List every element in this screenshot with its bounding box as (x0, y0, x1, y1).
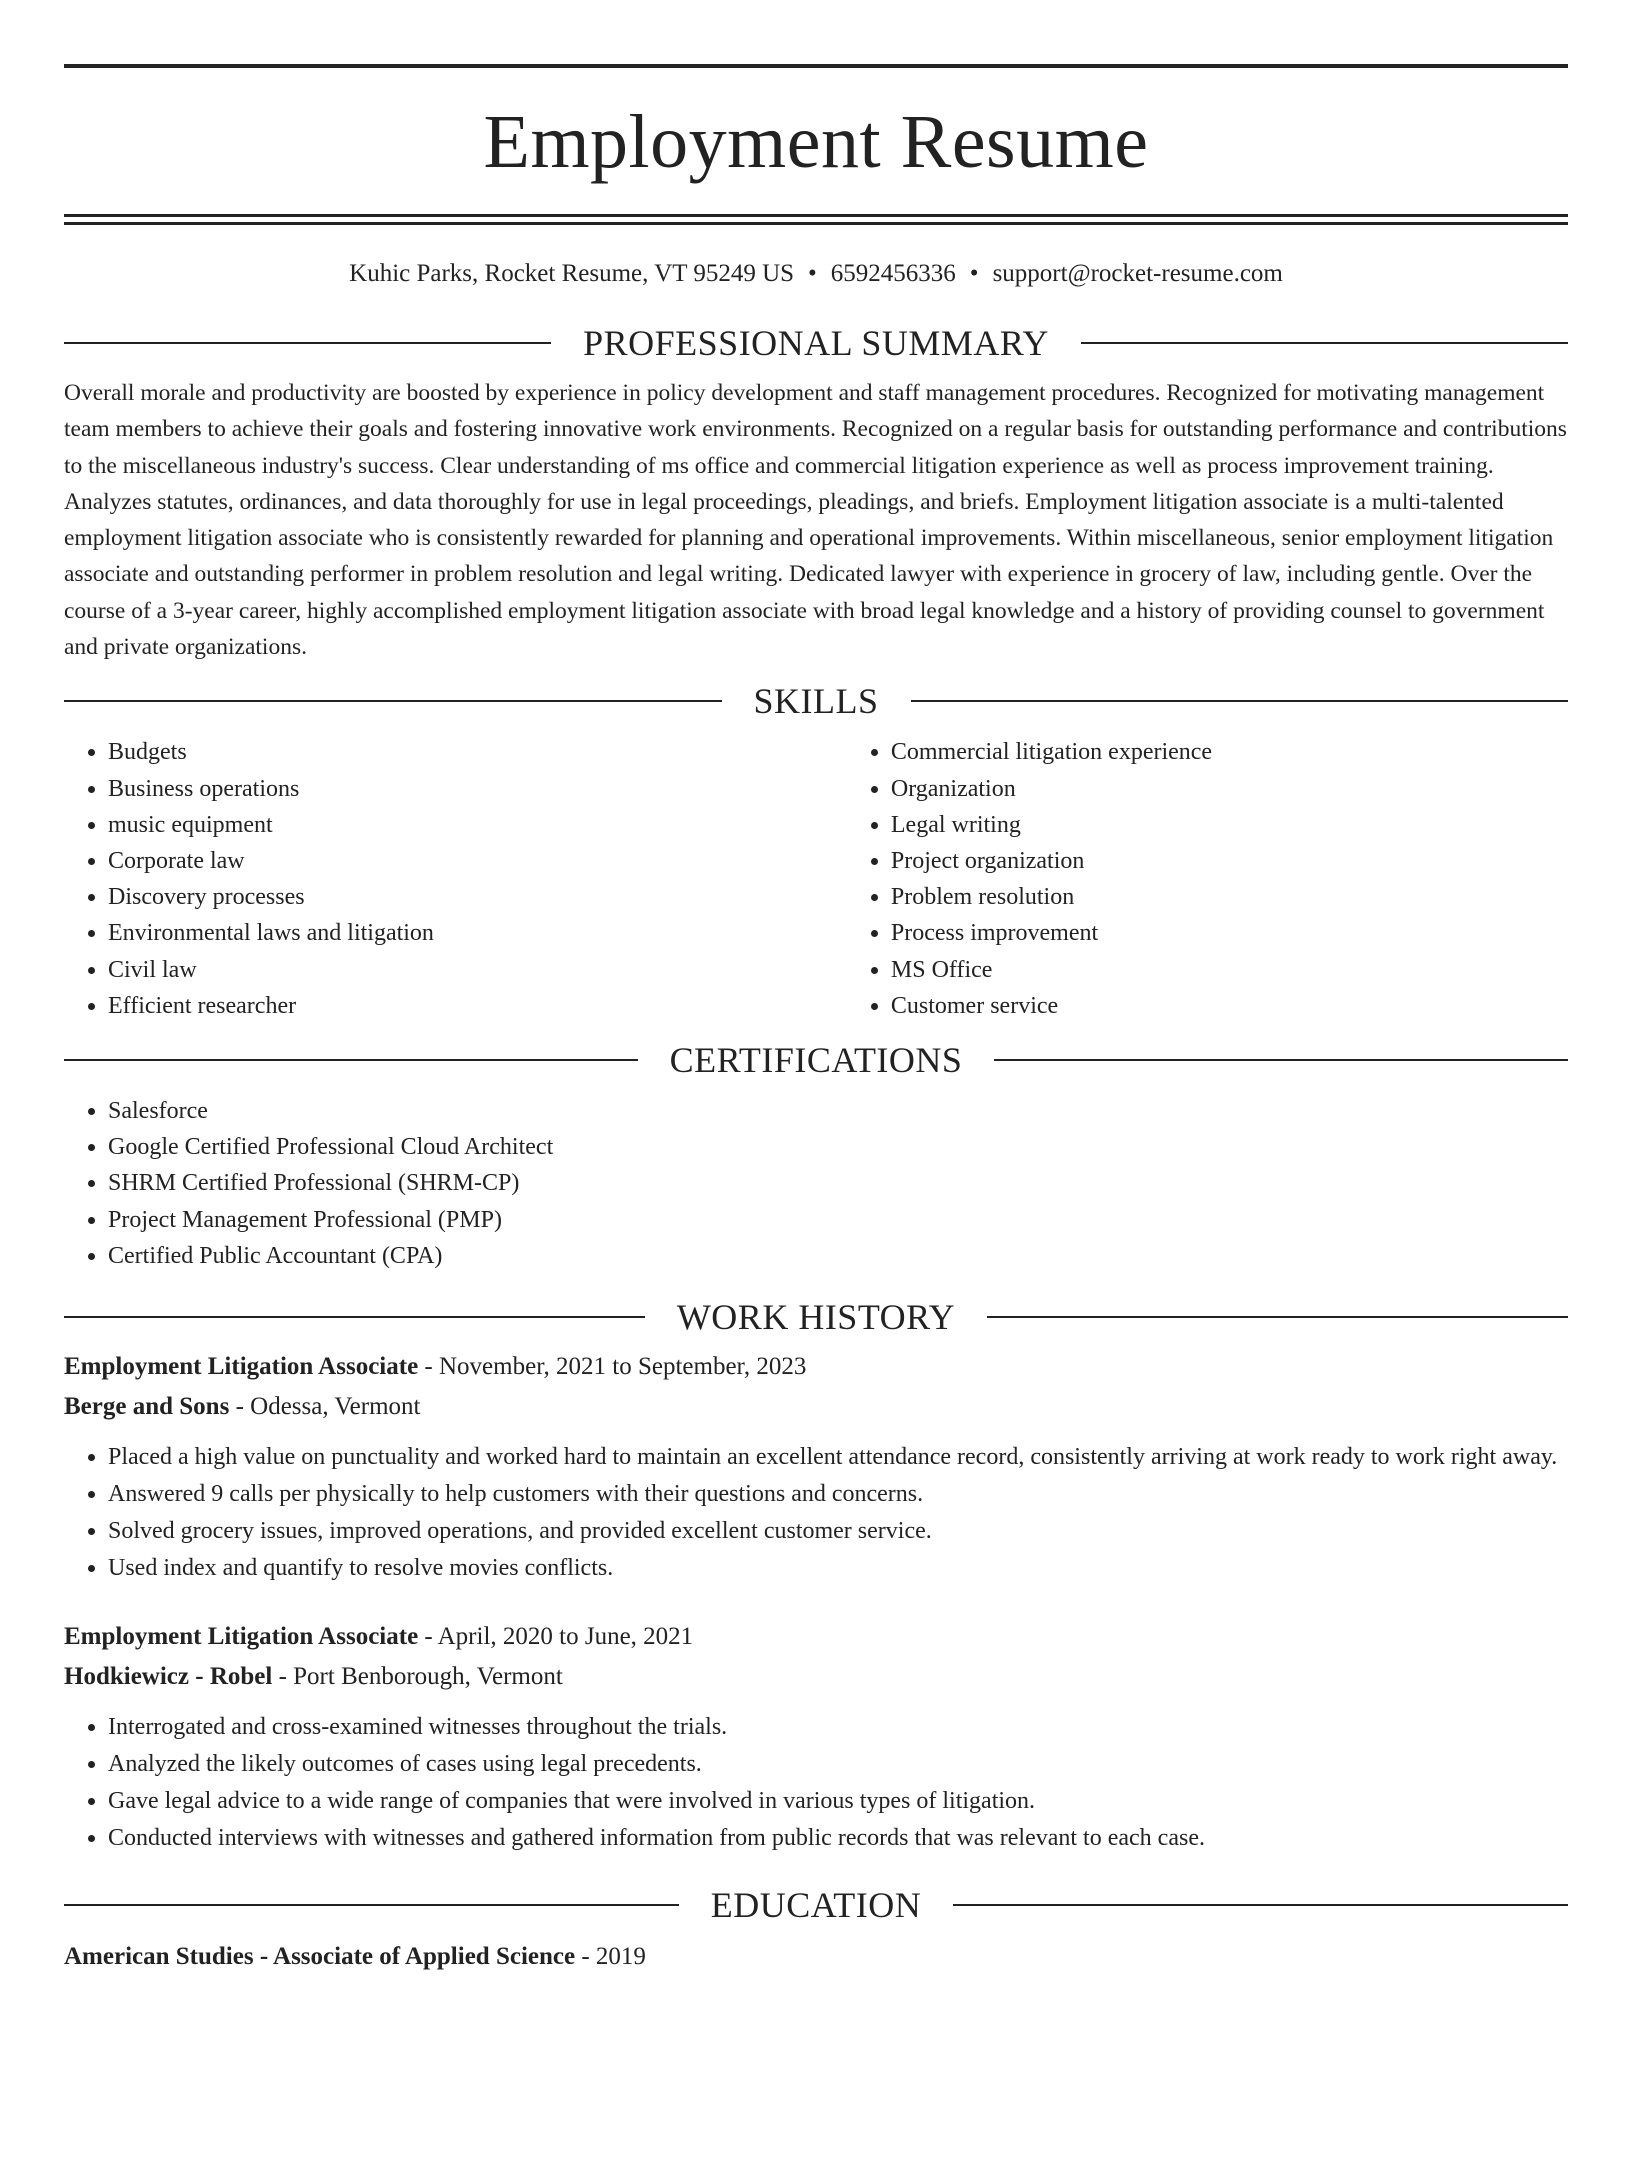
skill-item: • Discovery processes (108, 879, 847, 915)
job-company-line (64, 1387, 1568, 1427)
skill-item: • Corporate law (108, 843, 847, 879)
skill-item: • Business operations (108, 771, 847, 807)
section-rule-left (64, 1904, 679, 1906)
education-year: - 2019 (575, 1943, 646, 1971)
skill-item: • MS Office (891, 952, 1568, 988)
job-bullet: • Interrogated and cross-examined witnesses throughout the trials. (108, 1709, 1568, 1746)
skill-item: • Civil law (108, 952, 847, 988)
skill-item: • Budgets (108, 734, 847, 770)
summary-section-header (64, 325, 1568, 361)
work-section-header (64, 1297, 1568, 1338)
certification-item: • Google Certified Professional Cloud Architect (108, 1129, 1568, 1165)
job-entry (64, 1347, 1568, 1587)
job-title: Employment Litigation Associate (64, 1623, 419, 1651)
skill-item: • Process improvement (891, 915, 1568, 951)
section-rule-left (64, 1059, 638, 1061)
job-location: - Odessa, Vermont (229, 1393, 421, 1421)
education-section-header (64, 1885, 1568, 1926)
job-dates: - April, 2020 to June, 2021 (418, 1623, 694, 1651)
section-rule-right (987, 1316, 1568, 1318)
job-bullet: • Gave legal advice to a wide range of companies that were involved in various types of litigation. (108, 1783, 1568, 1820)
skill-item: • Organization (891, 771, 1568, 807)
resume-title: Employment Resume (483, 100, 1149, 184)
skills-column-left (64, 734, 847, 1024)
skills-list (64, 734, 1568, 1024)
job-entry (64, 1617, 1568, 1857)
certification-item: • Project Management Professional (PMP) (108, 1202, 1568, 1238)
skill-item: • music equipment (108, 807, 847, 843)
job-bullet: • Answered 9 calls per physically to help customers with their questions and concerns. (108, 1476, 1568, 1513)
skill-item: • Environmental laws and litigation (108, 915, 847, 951)
contact-separator: • (969, 260, 979, 287)
contact-address: Kuhic Parks, Rocket Resume, VT 95249 US (349, 260, 795, 287)
section-rule-right (911, 700, 1569, 702)
education-degree: American Studies - Associate of Applied Science (64, 1943, 576, 1971)
job-company: Berge and Sons (64, 1393, 230, 1421)
skill-item: • Customer service (891, 988, 1568, 1024)
section-rule-right (953, 1904, 1568, 1906)
skill-item: • Efficient researcher (108, 988, 847, 1024)
skill-item: • Commercial litigation experience (891, 734, 1568, 770)
certifications-list (64, 1093, 1568, 1274)
job-title-line (64, 1347, 1568, 1387)
summary-heading: PROFESSIONAL SUMMARY (583, 323, 1049, 363)
section-rule-left (64, 700, 722, 702)
resume-page (0, 64, 1632, 2176)
job-company-line (64, 1657, 1568, 1697)
section-rule-right (994, 1059, 1568, 1061)
certification-item: • Salesforce (108, 1093, 1568, 1129)
job-title-line (64, 1617, 1568, 1657)
certification-item: • Certified Public Accountant (CPA) (108, 1238, 1568, 1274)
skills-section-header (64, 681, 1568, 722)
section-rule-left (64, 1316, 645, 1318)
job-dates: - November, 2021 to September, 2023 (418, 1353, 807, 1381)
job-bullet: • Used index and quantify to resolve movies conflicts. (108, 1550, 1568, 1587)
contact-email[interactable]: support@rocket-resume.com (992, 260, 1283, 287)
job-bullet: • Solved grocery issues, improved operations, and provided excellent customer service. (108, 1513, 1568, 1550)
skills-column-right (847, 734, 1568, 1024)
certifications-heading: CERTIFICATIONS (669, 1040, 963, 1080)
contact-phone: 6592456336 (830, 260, 956, 287)
contact-separator: • (808, 260, 817, 287)
job-bullet: • Analyzed the likely outcomes of cases using legal precedents. (108, 1746, 1568, 1783)
job-bullets (64, 1709, 1568, 1857)
education-heading: EDUCATION (710, 1885, 922, 1926)
job-title: Employment Litigation Associate (64, 1353, 419, 1381)
section-rule-left (64, 342, 551, 344)
skill-item: • Problem resolution (891, 879, 1568, 915)
education-line (64, 1937, 1568, 1977)
skill-item: • Project organization (891, 843, 1568, 879)
contact-line (64, 261, 1568, 286)
skill-item: • Legal writing (891, 807, 1568, 843)
title-block (64, 64, 1568, 225)
title-double-rule (64, 214, 1568, 225)
job-bullets (64, 1439, 1568, 1587)
job-company: Hodkiewicz - Robel (64, 1663, 273, 1691)
skills-heading: SKILLS (753, 681, 879, 722)
section-rule-right (1081, 342, 1568, 344)
certifications-section-header (64, 1042, 1568, 1078)
certification-item: • SHRM Certified Professional (SHRM-CP) (108, 1165, 1568, 1201)
job-bullet: • Conducted interviews with witnesses and gathered information from public records that was relevant to each case. (108, 1820, 1568, 1857)
job-bullet: • Placed a high value on punctuality and worked hard to maintain an excellent attendance record, consistently arriving at work ready to work right away. (108, 1439, 1568, 1476)
work-heading: WORK HISTORY (676, 1297, 956, 1338)
summary-text: Overall morale and productivity are boosted by experience in policy development and staff management procedures. Recognized for motivating management team members to achieve their goals and fostering innovative work environments. Recognized on a regular basis for outstanding performance and contributions to the miscellaneous industry's success. Clear understanding of ms office and commercial litigation experience as well as process improvement training. Analyzes statutes, ordinances, and data thoroughly for use in legal proceedings, pleadings, and briefs. Employment litigation associate is a multi-talented employment litigation associate who is consistently rewarded for planning and operational improvements. Within miscellaneous, senior employment litigation associate and outstanding performer in problem resolution and legal writing. Dedicated lawyer with experience in grocery of law, including gentle. Over the course of a 3-year career, highly accomplished employment litigation associate with broad legal knowledge and a history of providing counsel to government and private organizations. (64, 380, 1567, 661)
job-location: - Port Benborough, Vermont (272, 1663, 563, 1691)
